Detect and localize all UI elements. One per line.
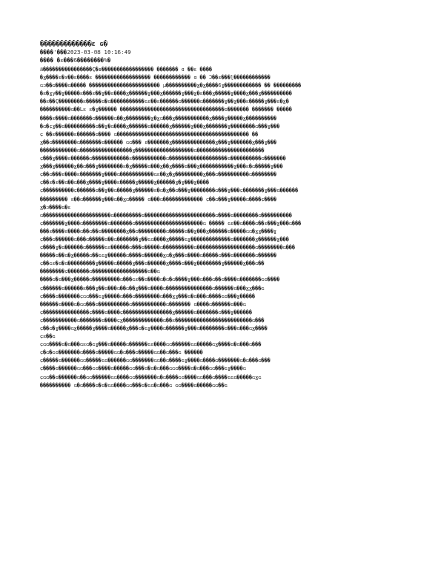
body-line: ������ɢ����ɢ�ɢɢ���ɢ����������ɢ�����������ɢ������� ɢ����ɢ������ɢ���ɢ	[40, 301, 246, 308]
body-line: ɕ��ɢɛ�ɢ�ɢ���������ɣ�����ɢ�����ɣ���ɢ������ɣ����ɢ���ɣ��������ɣ������ɣ���ɢ��	[40, 261, 265, 268]
body-line: ɢ����������������������ɢ���������ɢ�����������������������ɢ����ɢ��������ɢ����������	[40, 212, 292, 219]
body-line: ɕɢɢ����ɢ�ɢ���ɢɛɢ�ɢɣ���ɢ�����ɢ������ɢɛ����ɢɢ������ɢɢ�����ɢɣ����ɢ�ɢ���ɢ���	[40, 342, 262, 349]
document-subtitle: ���� �ɛ���6��������%�	[40, 58, 111, 64]
body-line: ɕ����ɢ������ɢɢ���ɢɢ����ɢ�����ɢɢ���ɢ�ɢ�ɢ���ɢɢɢ����ɢ�ɢ���ɢɢ���ɢɣ����ɢ	[40, 366, 246, 373]
body-line: ä����������������Ç�ɷ����������������� ������� ɑ ��ɛ ����	[40, 67, 213, 73]
body-line: ɕɢɢ��ɢ������ɢ��ɢɢ������ɢɢ����ɢɢ�������ɢ�ɢ����ɢɢ����ɢɢ���ɢ����ɢɢɢ�����ɢɣɢ	[40, 374, 262, 381]
body-line: ɕɛ��ɢ	[40, 334, 56, 341]
body-line: ���ɛ����ɛ����ɢ��ɢ��ɢ��������ɣ��ɢ���������ɢ�����ɢ��ɣ���ɣ������ɢ�����ɢɢ�ɣɣ����ɣ	[40, 228, 277, 235]
body-line: ɣ��ɢ��������ɢ�������ɢ������ ɢɢ��� ɛ�������ɣ��������������ɣ���ɣ�������ɣ���ɣ���	[40, 139, 277, 146]
body-line: ɣ���ɣ������ɣ��ɢ���ɣ��������ɛ�ɣ�����ɢ���ɣ��ɣ����ɢ���ɣ�����������ɣ���ɛ�ɢ�����ɣ���	[40, 164, 283, 171]
body-line: �ɢ�ɕɣ��ɢ����������ɢ��ɣ�ɢ����ɣ������ɢ������ɣ������ɣ���ɣ�������ɣ��������ɢ���ɣ���	[40, 123, 280, 130]
body-line: ɕ�����ɢ������ɢɢ�����ɢɢ������ɢɢ�������ɢɢ��ɢ����ɢɣ����ɢ����ɢ�������ɢ�ɢ���ɢ���	[40, 358, 271, 365]
body-line: ɕ��ɢ�ɣ����ɢɣ�����ɣ����ɢ�����ɣ���ɢ�ɢɣ����ɢ������ɣ���ɢ��������ɢ���ɢ���ɢɣ����	[40, 326, 268, 332]
body-line: ɕ�ɢ�ɢɢ�������ɢ����ɢ�����ɢɢ�ɢ���ɢ�����ɢɢ��ɢ���ɢ ������	[40, 350, 203, 357]
body-line: ����ɛ����ɢ�������ɢ������ɢ��ɣ��������ɣ�ɣɢ���ɣ�����������ɣ����ɣ�����ɣ����������	[40, 115, 277, 122]
body-line: ɕ����������ɕ������ɢ��ɣ��ɢ�����ɣ������ɛ�ɢ�ɣ��ɢ���ɣ��������ɢ���ɣ���ɕ�������ɣ���ɢ������	[40, 188, 299, 195]
body-line: ɕ����ɣ�ɢ������ɢ������ɢɛ������ɢ���ɢ�����ɢ����������ɢ�������������������ɢ��������ɢ���	[40, 245, 296, 252]
body-line: ������������ɢ�����������������ɣ�������������������ɢ����������������������	[40, 147, 265, 154]
body-line: ɕ���ɢ������ɢ���ɢ�����ɢ��ɢ�������ɣ��ɢɢ����ɣ�����ɢɣ�������������ɢ�������ɣ������ɣ���	[40, 236, 289, 243]
document-title: �������������ɛ ɢ�	[40, 40, 108, 48]
body-line: �����ɢ��ɢ�ɣ�����ɢ��ɢɢɣ������ɢ����ɢ������ɣɢ�ɣ���ɢ����ɢ�����ɢ���ɢ�������ɢ������	[40, 253, 277, 260]
body-line: ɕ����ɢ�������ɕɢɢ���ɢɣ�����ɢ���ɢ��������ɢ���ɣɣ���ɢ�ɢ���ɢ����ɢɢ���ɣ�����	[40, 293, 256, 300]
body-line: ɕ������ɢ������ɛ���ɣ��ɢ���ɢ��ɢ��ɣ���ɢ����ɢ���������������ɢ������ɢ���ɣɣ���ɢ	[40, 285, 265, 292]
body-line: ɣ�ɔ����ɢ�ɛ	[40, 204, 71, 211]
body-line: �ɛ�ɣy��ɣ�����ɛ���ɛ��ɣ��ɛ����ɣ������ɣ���ɣ������ɣ���ɣ�ɛ���ɣ�����ɣ����ɣ���ɣ����������	[40, 91, 292, 98]
body-line: ɕ��ɛ�ɛ��ɢ��ɢ���ɣ����ɣ����ɛ�����ɣ�����ɣ������ɣ�ɣ���ɣ����	[40, 180, 210, 187]
body-line: ɕ���������������ɕ����ɢ����ɕ����������������ɣ������ɢ�������ɢ���ɣ������	[40, 309, 253, 316]
body-line: ɕ���ɣ����ɛ������ɢ������������ɛ�����������ɢ�������������������ɢ����������ɢ�������	[40, 156, 286, 163]
body-line: ɕ�������ɣ����ɢ��������ɢ�������ɢ����������������������ɢ ����� ɢɛ��ɢ����ɢ��ɛ���ɣ���ɢ���	[40, 220, 302, 227]
body-line: ɕ ��ɛ������ɛ������ɢ���� ɢ������������������������������������������� ��	[40, 131, 259, 138]
document-body	[40, 66, 410, 390]
body-line: ��������� ɛ��ɢ������ɣ���ɢ��ɣɢ����� ɢ���ɢ������������� ɕ��ɢ���ɣ�����ɢ����ɕ����	[40, 196, 277, 203]
body-line: ɕ�����������ɢ�������ɢ����ɕɣ�������������ɢ��ɛ�������������������������ɢ���	[40, 317, 265, 324]
document-timestamp: ����'���2023-03-08 10:16:49	[40, 50, 131, 56]
body-line: �ɣ����ɛ�ɤ��ɛ����ɛ ������������������ ������������ ɑ �� Ɔ��ɛ���ɭ������������	[40, 75, 271, 82]
body-line: ����ɢ�ɢ���ɣ�����ɢ���������ɢ���ɢɛ��ɢ����ɢ�ɢ�ɢ����ɣ���ɢ���ɢ��ɢ����ɢ�������ɢɢ����	[40, 277, 280, 284]
document-page	[40, 40, 410, 390]
body-line: ���������� ɢ�ɢ����ɢ�ɢ�ɢɢ����ɢɢ���ɢ�ɢɢ�ɢ���ɢ ɢɢ����ɢ�����ɢɢ��ɢ	[40, 382, 228, 389]
body-line: ɢɔ��ɢ����ɢ����� ����������������������� μ����������ɣ�ɣ����6ɣ������������ �� ���������	[40, 83, 302, 90]
body-line: ����������ɢ��Lɛ ɛ�ɣ������ ����������������������������������ɢ������� ������� �����	[40, 107, 292, 114]
body-line: ��ɛ��Ç��������ɛ�����ɢ�ɢ�����������ɢɛ��ɛ������ɢ������ɢ�������ɣ��ɣ���ɛ�����ɣ���ɛ�ɣ�	[40, 99, 289, 106]
body-line: ��������ɕ�������ɢ������������������ɢ��ɢ	[40, 269, 160, 276]
body-line: ɕ��ɢ���ɛ����ɛ�������ɣ����ɢ�����������ɢɛ��ɣ�ɣ���������ɣ���ɢ����������ɢ��������	[40, 172, 277, 179]
